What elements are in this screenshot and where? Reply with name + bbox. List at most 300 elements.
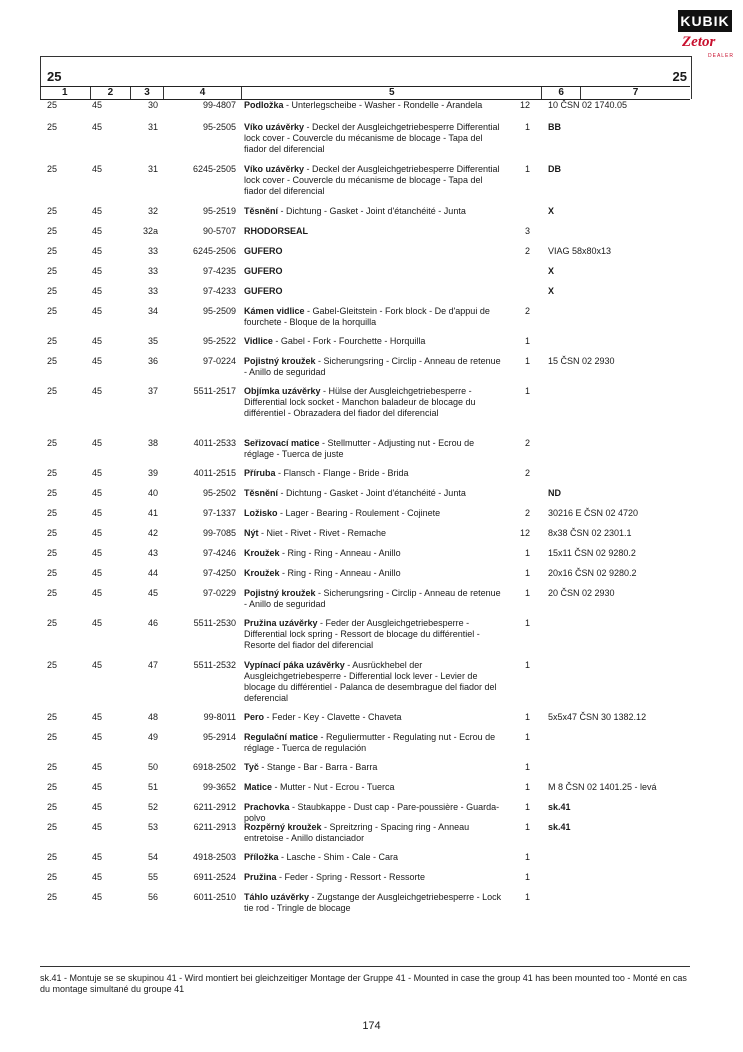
group-cell: 25 [47,712,58,722]
group-cell: 25 [47,226,58,236]
description-cell [244,568,506,579]
group-cell: 25 [47,852,58,862]
position-cell: 37 [147,386,158,396]
group-number-right: 25 [672,69,687,84]
quantity-cell: 1 [524,548,530,558]
description-cell [244,732,506,754]
description-cell [244,306,506,328]
subgroup-cell: 45 [92,438,103,448]
part-translation: - Spreitzring - Spacing ring - Anneau entretoise - Anillo distanciador [244,822,470,843]
note-cell: M 8 ČSN 02 1401.25 - levá [548,782,657,792]
part-number-cell: 95-2522 [202,336,236,346]
part-translation: - Zugstange der Ausgleichgetriebesperre - Lock tie rod - Tringle de blocage [244,892,502,913]
subgroup-cell: 45 [92,732,103,742]
part-translation: - Staubkappe - Dust cap - Pare-poussière - Guarda-polvo [244,802,500,823]
table-row [0,164,743,206]
part-name: Pojistný kroužek [244,588,316,598]
description-cell [244,246,506,257]
group-cell: 25 [47,618,58,628]
part-number-cell: 97-1337 [202,508,236,518]
subgroup-cell: 45 [92,548,103,558]
position-cell: 47 [147,660,158,670]
group-cell: 25 [47,822,58,832]
subgroup-cell: 45 [92,712,103,722]
subgroup-cell: 45 [92,306,103,316]
part-number-cell: 4918-2503 [192,852,236,862]
part-name: Rozpěrný kroužek [244,822,322,832]
note-cell: 20 ČSN 02 2930 [548,588,615,598]
subgroup-cell: 45 [92,568,103,578]
part-number-cell: 99-7085 [202,528,236,538]
column-header: 2 [91,87,132,99]
part-translation: - Niet - Rivet - Rivet - Remache [258,528,387,538]
part-translation: - Lasche - Shim - Cale - Cara [278,852,399,862]
quantity-cell: 1 [524,712,530,722]
part-name: Objímka uzávěrky [244,386,321,396]
position-cell: 45 [147,588,158,598]
description-cell [244,336,506,347]
description-cell [244,822,506,844]
part-name: GUFERO [244,266,283,276]
part-translation: - Flansch - Flange - Bride - Brida [275,468,409,478]
group-cell: 25 [47,802,58,812]
position-cell: 39 [147,468,158,478]
position-cell: 42 [147,528,158,538]
subgroup-cell: 45 [92,336,103,346]
group-cell: 25 [47,246,58,256]
dealer-logo-text: DEALER [708,53,735,59]
description-cell [244,762,506,773]
note-cell: X [548,286,555,296]
note-cell: 15x11 ČSN 02 9280.2 [548,548,636,558]
part-translation: - Ausrückhebel der Ausgleichgetriebesperre - Differential lock lever - Levier de blocage du différentiel - Palanca de desembrague del fiador del deferencial [244,660,497,703]
subgroup-cell: 45 [92,488,103,498]
note-cell: sk.41 [548,802,571,812]
subgroup-cell: 45 [92,508,103,518]
quantity-cell: 1 [524,732,530,742]
position-cell: 56 [147,892,158,902]
part-name: Seřizovací matice [244,438,320,448]
part-name: Pružina [244,872,277,882]
part-translation: - Mutter - Nut - Ecrou - Tuerca [272,782,395,792]
subgroup-cell: 45 [92,852,103,862]
part-number-cell: 99-4807 [202,100,236,110]
position-cell: 30 [147,100,158,110]
subgroup-cell: 45 [92,660,103,670]
part-name: Vypínací páka uzávěrky [244,660,345,670]
part-name: Vidlice [244,336,273,346]
table-row [0,246,743,266]
part-number-cell: 5511-2532 [193,660,236,670]
description-cell [244,802,506,824]
quantity-cell: 1 [524,336,530,346]
part-translation: - Sicherungsring - Circlip - Anneau de retenue - Anillo de seguridad [244,356,501,377]
table-row [0,100,743,122]
part-name: Regulační matice [244,732,319,742]
subgroup-cell: 45 [92,618,103,628]
quantity-cell: 1 [524,660,530,670]
description-cell [244,528,506,539]
table-row [0,266,743,286]
part-name: GUFERO [244,286,283,296]
part-number-cell: 95-2914 [202,732,236,742]
quantity-cell: 1 [524,762,530,772]
part-name: Podložka [244,100,284,110]
table-row [0,306,743,336]
part-translation: - Stellmutter - Adjusting nut - Ecrou de réglage - Tuerca de juste [244,438,475,459]
subgroup-cell: 45 [92,468,103,478]
position-cell: 33 [147,246,158,256]
position-cell: 38 [147,438,158,448]
part-number-cell: 4011-2533 [193,438,236,448]
description-cell [244,660,506,704]
part-number-cell: 5511-2517 [193,386,236,396]
column-header: 3 [131,87,164,99]
part-name: Pojistný kroužek [244,356,316,366]
position-cell: 46 [147,618,158,628]
quantity-cell: 1 [524,872,530,882]
part-name: Prachovka [244,802,290,812]
part-name: Ložisko [244,508,278,518]
column-header: 7 [632,87,639,98]
description-cell [244,712,506,723]
position-cell: 44 [147,568,158,578]
group-cell: 25 [47,306,58,316]
description-cell [244,588,506,610]
quantity-cell: 3 [524,226,530,236]
position-cell: 40 [147,488,158,498]
position-cell: 33 [147,286,158,296]
quantity-cell: 1 [524,892,530,902]
part-number-cell: 4011-2515 [193,468,236,478]
position-cell: 55 [147,872,158,882]
group-cell: 25 [47,762,58,772]
table-row [0,872,743,892]
position-cell: 32 [147,206,158,216]
part-number-cell: 6211-2912 [193,802,236,812]
table-row [0,732,743,762]
position-cell: 51 [147,782,158,792]
quantity-cell: 1 [524,852,530,862]
part-translation: - Feder der Ausgleichgetriebesperre - Differential lock spring - Ressort de blocage du différentiel - Resorte del fiador del diferencial [244,618,480,650]
group-number-left: 25 [47,69,62,84]
subgroup-cell: 45 [92,356,103,366]
description-cell [244,508,506,519]
group-cell: 25 [47,438,58,448]
note-cell: sk.41 [548,822,571,832]
column-header: 1 [40,87,91,99]
part-number-cell: 99-8011 [203,712,236,722]
description-cell [244,286,506,297]
group-cell: 25 [47,468,58,478]
table-row [0,488,743,508]
part-translation: - Stange - Bar - Barra - Barra [258,762,378,772]
description-cell [244,852,506,863]
part-name: Pružina uzávěrky [244,618,318,628]
part-name: Víko uzávěrky [244,164,305,174]
note-cell: ND [548,488,561,498]
position-cell: 32a [142,226,158,236]
description-cell [244,206,506,217]
group-cell: 25 [47,100,58,110]
table-row [0,508,743,528]
subgroup-cell: 45 [92,386,103,396]
table-row [0,528,743,548]
table-row [0,568,743,588]
part-number-cell: 6011-2510 [193,892,236,902]
part-number-cell: 5511-2530 [193,618,236,628]
table-row [0,712,743,732]
note-cell: 10 ČSN 02 1740.05 [548,100,628,110]
position-cell: 48 [147,712,158,722]
table-row [0,386,743,438]
group-cell: 25 [47,528,58,538]
subgroup-cell: 45 [92,528,103,538]
table-row [0,852,743,872]
table-row [0,660,743,712]
part-number-cell: 97-0229 [202,588,236,598]
quantity-cell: 1 [524,164,530,174]
part-number-cell: 97-4250 [202,568,236,578]
part-name: Pero [244,712,265,722]
note-cell: 20x16 ČSN 02 9280.2 [548,568,637,578]
description-cell [244,548,506,559]
note-cell: 15 ČSN 02 2930 [548,356,615,366]
table-row [0,618,743,660]
position-cell: 54 [147,852,158,862]
part-number-cell: 95-2502 [202,488,236,498]
part-name: Nýt [244,528,259,538]
group-cell: 25 [47,782,58,792]
description-cell [244,892,506,914]
part-number-cell: 97-4235 [202,266,236,276]
group-cell: 25 [47,266,58,276]
part-number-cell: 6245-2505 [192,164,236,174]
quantity-cell: 1 [524,356,530,366]
column-header: 6 [542,87,581,99]
group-cell: 25 [47,872,58,882]
part-name: Kámen vidlice [244,306,305,316]
subgroup-cell: 45 [92,266,103,276]
part-number-cell: 97-4233 [202,286,236,296]
quantity-cell: 2 [524,508,530,518]
quantity-cell: 1 [524,782,530,792]
subgroup-cell: 45 [92,226,103,236]
part-translation: - Sicherungsring - Circlip - Anneau de retenue - Anillo de seguridad [244,588,501,609]
part-number-cell: 95-2509 [202,306,236,316]
quantity-cell: 2 [524,438,530,448]
part-translation: - Deckel der Ausgleichgetriebesperre Differential lock cover - Couvercle du mécanisme de blocage - Tapa del fiador del diferencial [244,164,500,196]
position-cell: 41 [147,508,158,518]
part-name: Kroužek [244,548,280,558]
subgroup-cell: 45 [92,100,103,110]
part-number-cell: 97-4246 [202,548,236,558]
description-cell [244,226,506,237]
part-number-cell: 6211-2913 [193,822,236,832]
part-name: Kroužek [244,568,280,578]
part-number-cell: 6918-2502 [192,762,236,772]
subgroup-cell: 45 [92,872,103,882]
group-cell: 25 [47,356,58,366]
quantity-cell: 1 [524,568,530,578]
part-translation: - Feder - Key - Clavette - Chaveta [264,712,402,722]
column-header: 5 [242,87,542,99]
position-cell: 52 [147,802,158,812]
description-cell [244,872,506,883]
part-name: Tyč [244,762,259,772]
part-translation: - Dichtung - Gasket - Joint d'étanchéité - Junta [278,488,466,498]
note-cell: DB [548,164,561,174]
note-cell: BB [548,122,561,132]
group-cell: 25 [47,568,58,578]
part-translation: - Ring - Ring - Anneau - Anillo [279,548,401,558]
position-cell: 31 [147,122,158,132]
quantity-cell: 2 [524,468,530,478]
part-translation: - Lager - Bearing - Roulement - Cojinete [277,508,441,518]
description-cell [244,100,506,111]
quantity-cell: 1 [524,802,530,812]
note-cell: 5x5x47 ČSN 30 1382.12 [548,712,647,722]
footer-note: sk.41 - Montuje se se skupinou 41 - Wird montiert bei gleichzeitiger Montage der Gruppe 41 - Mounted in case the group 41 has been mounted too - Monté en cas du montage simultané du groupe 41 [40,966,690,995]
quantity-cell: 12 [519,100,530,110]
part-name: Příložka [244,852,279,862]
table-row [0,548,743,568]
quantity-cell: 1 [524,386,530,396]
group-cell: 25 [47,336,58,346]
table-row [0,336,743,356]
note-cell: X [548,206,555,216]
subgroup-cell: 45 [92,802,103,812]
table-row [0,206,743,226]
zetor-logo-text: Zetor [682,34,716,50]
part-name: Táhlo uzávěrky [244,892,310,902]
column-header-row [40,86,690,100]
part-translation: - Reguliermutter - Regulating nut - Ecrou de réglage - Tuerca de regulación [244,732,496,753]
part-name: GUFERO [244,246,283,256]
part-translation: - Dichtung - Gasket - Joint d'étanchéité - Junta [278,206,466,216]
description-cell [244,266,506,277]
part-number-cell: 6911-2524 [193,872,236,882]
table-row [0,438,743,468]
table-row [0,782,743,802]
quantity-cell: 2 [524,246,530,256]
part-number-cell: 6245-2506 [192,246,236,256]
part-name: Matice [244,782,273,792]
quantity-cell: 1 [524,618,530,628]
subgroup-cell: 45 [92,122,103,132]
quantity-cell: 2 [524,306,530,316]
subgroup-cell: 45 [92,892,103,902]
description-cell [244,782,506,793]
table-row [0,588,743,618]
note-cell: X [548,266,555,276]
note-cell: 8x38 ČSN 02 2301.1 [548,528,632,538]
part-translation: - Deckel der Ausgleichgetriebesperre Differential lock cover - Couvercle du mécanisme de blocage - Tapa del fiador del diferencial [244,122,500,154]
table-row [0,122,743,164]
parts-table [0,100,743,922]
description-cell [244,356,506,378]
part-translation: - Feder - Spring - Ressort - Ressorte [276,872,426,882]
part-name: Těsnění [244,206,279,216]
subgroup-cell: 45 [92,206,103,216]
part-translation: - Ring - Ring - Anneau - Anillo [279,568,401,578]
group-cell: 25 [47,206,58,216]
position-cell: 50 [147,762,158,772]
group-cell: 25 [47,588,58,598]
group-cell: 25 [47,286,58,296]
position-cell: 33 [147,266,158,276]
table-row [0,468,743,488]
page-number: 174 [362,1020,381,1032]
group-cell: 25 [47,386,58,396]
quantity-cell: 1 [524,822,530,832]
description-cell [244,164,506,197]
position-cell: 34 [147,306,158,316]
quantity-cell: 1 [524,588,530,598]
subgroup-cell: 45 [92,246,103,256]
kubik-logo-text: KUBIK [678,10,732,32]
part-name: Těsnění [244,488,279,498]
position-cell: 43 [147,548,158,558]
subgroup-cell: 45 [92,822,103,832]
group-cell: 25 [47,892,58,902]
description-cell [244,618,506,651]
table-row [0,286,743,306]
column-header: 4 [164,87,242,99]
part-name: Víko uzávěrky [244,122,305,132]
table-row [0,892,743,922]
group-cell: 25 [47,488,58,498]
description-cell [244,438,506,460]
description-cell [244,488,506,499]
group-cell: 25 [47,122,58,132]
part-name: RHODORSEAL [244,226,309,236]
position-cell: 31 [147,164,158,174]
table-row [0,802,743,822]
subgroup-cell: 45 [92,164,103,174]
position-cell: 53 [147,822,158,832]
subgroup-cell: 45 [92,762,103,772]
group-cell: 25 [47,164,58,174]
group-cell: 25 [47,732,58,742]
group-cell: 25 [47,660,58,670]
position-cell: 36 [147,356,158,366]
table-row [0,822,743,852]
quantity-cell: 12 [519,528,530,538]
part-number-cell: 99-3652 [202,782,236,792]
part-number-cell: 95-2519 [202,206,236,216]
part-translation: - Unterlegscheibe - Washer - Rondelle - Arandela [283,100,483,110]
part-number-cell: 95-2505 [202,122,236,132]
note-cell: VIAG 58x80x13 [548,246,612,256]
part-number-cell: 90-5707 [202,226,236,236]
quantity-cell: 1 [524,122,530,132]
part-translation: - Gabel - Fork - Fourchette - Horquilla [272,336,426,346]
table-row [0,356,743,386]
subgroup-cell: 45 [92,588,103,598]
position-cell: 49 [147,732,158,742]
subgroup-cell: 45 [92,782,103,792]
part-translation: - Hülse der Ausgleichgetriebesperre - Differential lock socket - Manchon baladeur de blocage du différentiel - Obrazadera del fiador del diferencial [244,386,476,418]
description-cell [244,468,506,479]
description-cell [244,386,506,419]
group-cell: 25 [47,548,58,558]
position-cell: 35 [147,336,158,346]
part-name: Příruba [244,468,276,478]
table-row [0,226,743,246]
kubik-zetor-logo [678,10,734,62]
description-cell [244,122,506,155]
